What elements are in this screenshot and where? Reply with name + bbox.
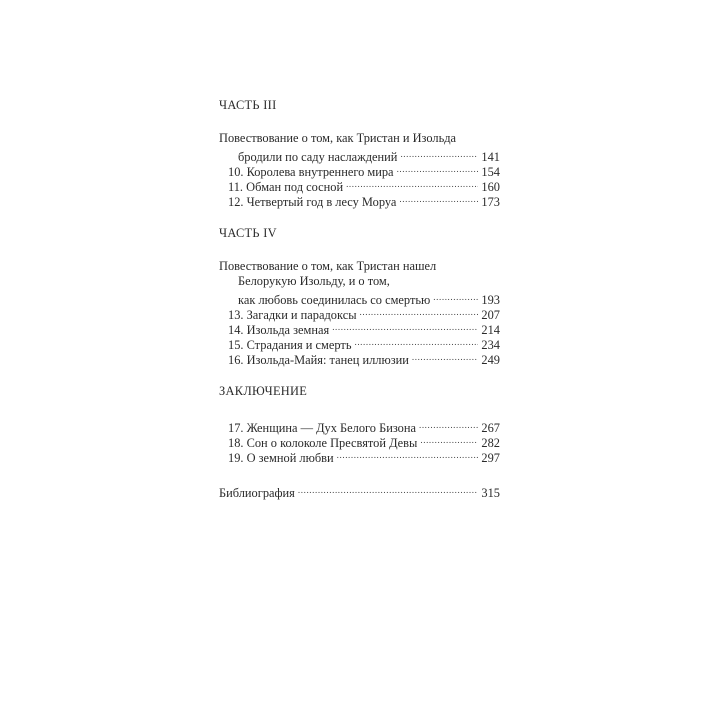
toc-page-number: 315: [481, 486, 500, 500]
part-4-section: [219, 226, 500, 367]
toc-entry-title: 17. Женщина — Дух Белого Бизона: [228, 421, 416, 435]
toc-entry-title: как любовь соединилась со смертью: [238, 293, 431, 307]
toc-page-number: 297: [481, 451, 500, 465]
toc-page-number: 154: [481, 165, 500, 179]
toc-page-number: 214: [481, 323, 500, 337]
toc-entry-title: 13. Загадки и парадоксы: [228, 308, 357, 322]
part-4-title: ЧАСТЬ IV: [219, 226, 277, 240]
dot-leader: [354, 334, 478, 349]
dot-leader: [337, 447, 479, 462]
dot-leader: [360, 304, 479, 319]
conclusion-section: [219, 384, 500, 465]
toc-entry-title: 18. Сон о колоколе Пресвятой Девы: [228, 436, 418, 450]
toc-entry-title: 16. Изольда-Майя: танец иллюзии: [228, 353, 409, 367]
toc-page-number: 193: [481, 293, 500, 307]
dot-leader: [397, 161, 479, 176]
toc-entry-title: Библиография: [219, 486, 295, 500]
toc-entry-text: Повествование о том, как Тристан нашел: [219, 259, 437, 273]
dot-leader: [399, 191, 478, 206]
toc-entry-title: 12. Четвертый год в лесу Моруа: [228, 195, 397, 209]
toc-entry-bibliography[interactable]: [219, 482, 500, 500]
toc-entry-title: 19. О земной любви: [228, 451, 334, 465]
toc-page-number: 173: [481, 195, 500, 209]
toc-entry-title: 10. Королева внутреннего мира: [228, 165, 394, 179]
toc-entry[interactable]: [219, 417, 500, 435]
toc-entry[interactable]: [219, 289, 500, 307]
toc-page-number: 234: [481, 338, 500, 352]
dot-leader: [420, 432, 478, 447]
dot-leader: [346, 176, 478, 191]
toc-page-number: 160: [481, 180, 500, 194]
conclusion-title: ЗАКЛЮЧЕНИЕ: [219, 384, 308, 398]
part-3-section: [219, 98, 500, 209]
toc-entry-title: 11. Обман под сосной: [228, 180, 344, 194]
toc-page-number: 141: [481, 150, 500, 164]
dot-leader: [433, 289, 478, 304]
toc-entry-text: Повествование о том, как Тристан и Изольда: [219, 131, 457, 145]
dot-leader: [419, 417, 478, 432]
toc-page-number: 249: [481, 353, 500, 367]
toc-entry-title: 15. Страдания и смерть: [228, 338, 352, 352]
dot-leader: [332, 319, 478, 334]
toc-entry-title: бродили по саду наслаждений: [238, 150, 398, 164]
toc-entry[interactable]: [219, 146, 500, 164]
table-of-contents: [219, 98, 500, 500]
part-3-title: ЧАСТЬ III: [219, 98, 277, 112]
toc-entry-title: 14. Изольда земная: [228, 323, 330, 337]
dot-leader: [412, 349, 479, 364]
dot-leader: [298, 482, 479, 497]
toc-entry-text: Белорукую Изольду, и о том,: [238, 274, 390, 288]
toc-page-number: 267: [481, 421, 500, 435]
toc-page-number: 282: [481, 436, 500, 450]
dot-leader: [400, 146, 478, 161]
toc-page-number: 207: [481, 308, 500, 322]
